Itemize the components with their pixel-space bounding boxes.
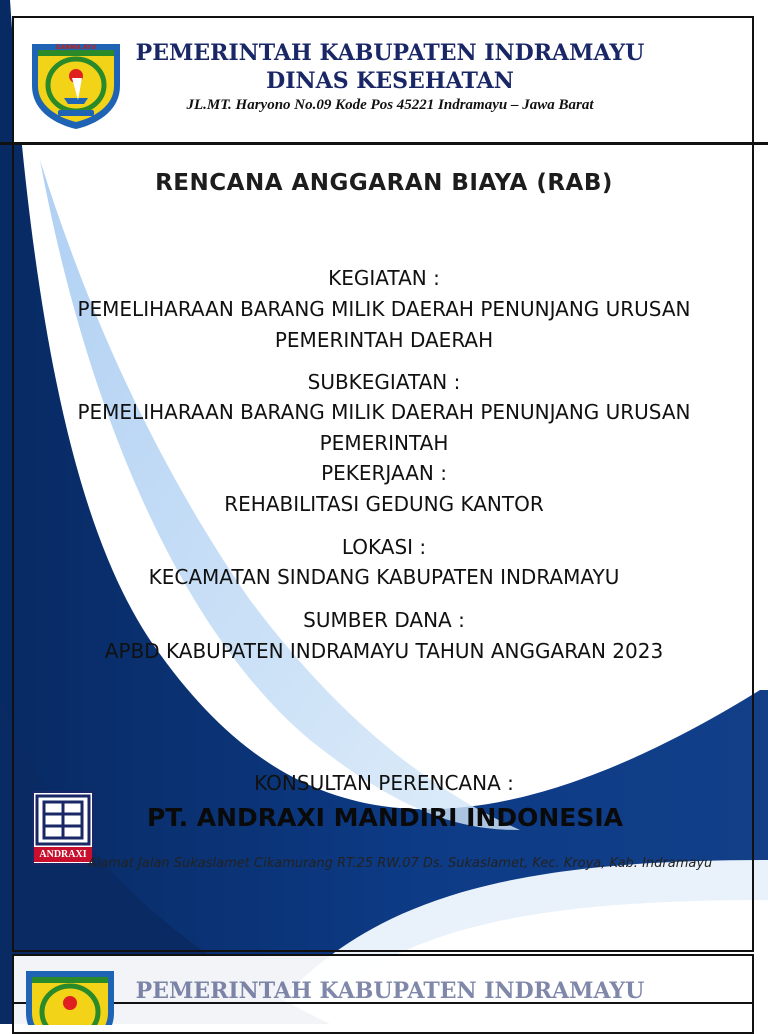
- indramayu-emblem-icon: [28, 38, 124, 130]
- consultant-company-name: PT. ANDRAXI MANDIRI INDONESIA: [146, 803, 624, 832]
- indramayu-emblem-icon-next-page: [22, 965, 118, 1025]
- andraxi-logo: [32, 791, 94, 865]
- andraxi-logo-text: ANDRAXI: [34, 847, 92, 862]
- kop-line-1: PEMERINTAH KABUPATEN INDRAMAYU: [135, 40, 645, 66]
- sumber-dana-value: APBD KABUPATEN INDRAMAYU TAHUN ANGGARAN 2023: [104, 639, 664, 663]
- building-window-icon: [34, 793, 92, 847]
- lokasi-value: KECAMATAN SINDANG KABUPATEN INDRAMAYU: [148, 565, 620, 589]
- subkegiatan-label: SUBKEGIATAN :: [307, 370, 461, 394]
- kop-line-2: DINAS KESEHATAN: [266, 68, 514, 94]
- next-page-kop-line-1: PEMERINTAH KABUPATEN INDRAMAYU: [135, 978, 645, 1004]
- sumber-dana-label: SUMBER DANA :: [303, 608, 465, 632]
- kop-address: JL.MT. Haryono No.09 Kode Pos 45221 Indramayu – Jawa Barat: [186, 97, 594, 113]
- pekerjaan-value: REHABILITASI GEDUNG KANTOR: [224, 492, 544, 516]
- pekerjaan-label: PEKERJAAN :: [321, 461, 447, 485]
- emblem-banner-text: DARMA AYU: [55, 44, 97, 51]
- kegiatan-label: KEGIATAN :: [328, 266, 440, 290]
- consultant-label: KONSULTAN PERENCANA :: [254, 771, 514, 795]
- header-divider: [0, 142, 768, 145]
- lokasi-label: LOKASI :: [341, 535, 427, 559]
- kegiatan-value-line-1: PEMELIHARAAN BARANG MILIK DAERAH PENUNJANG URUSAN: [77, 297, 691, 321]
- subkegiatan-value-line-2: PEMERINTAH: [319, 431, 449, 455]
- subkegiatan-value-line-1: PEMELIHARAAN BARANG MILIK DAERAH PENUNJANG URUSAN: [77, 400, 691, 424]
- kegiatan-value-line-2: PEMERINTAH DAERAH: [274, 328, 494, 352]
- consultant-address: Alamat Jalan Sukaslamet Cikamurang RT.25 RW.07 Ds. Sukaslamet, Kec. Kroya, Kab. Indramayu: [87, 856, 713, 871]
- document-title: RENCANA ANGGARAN BIAYA (RAB): [155, 170, 613, 196]
